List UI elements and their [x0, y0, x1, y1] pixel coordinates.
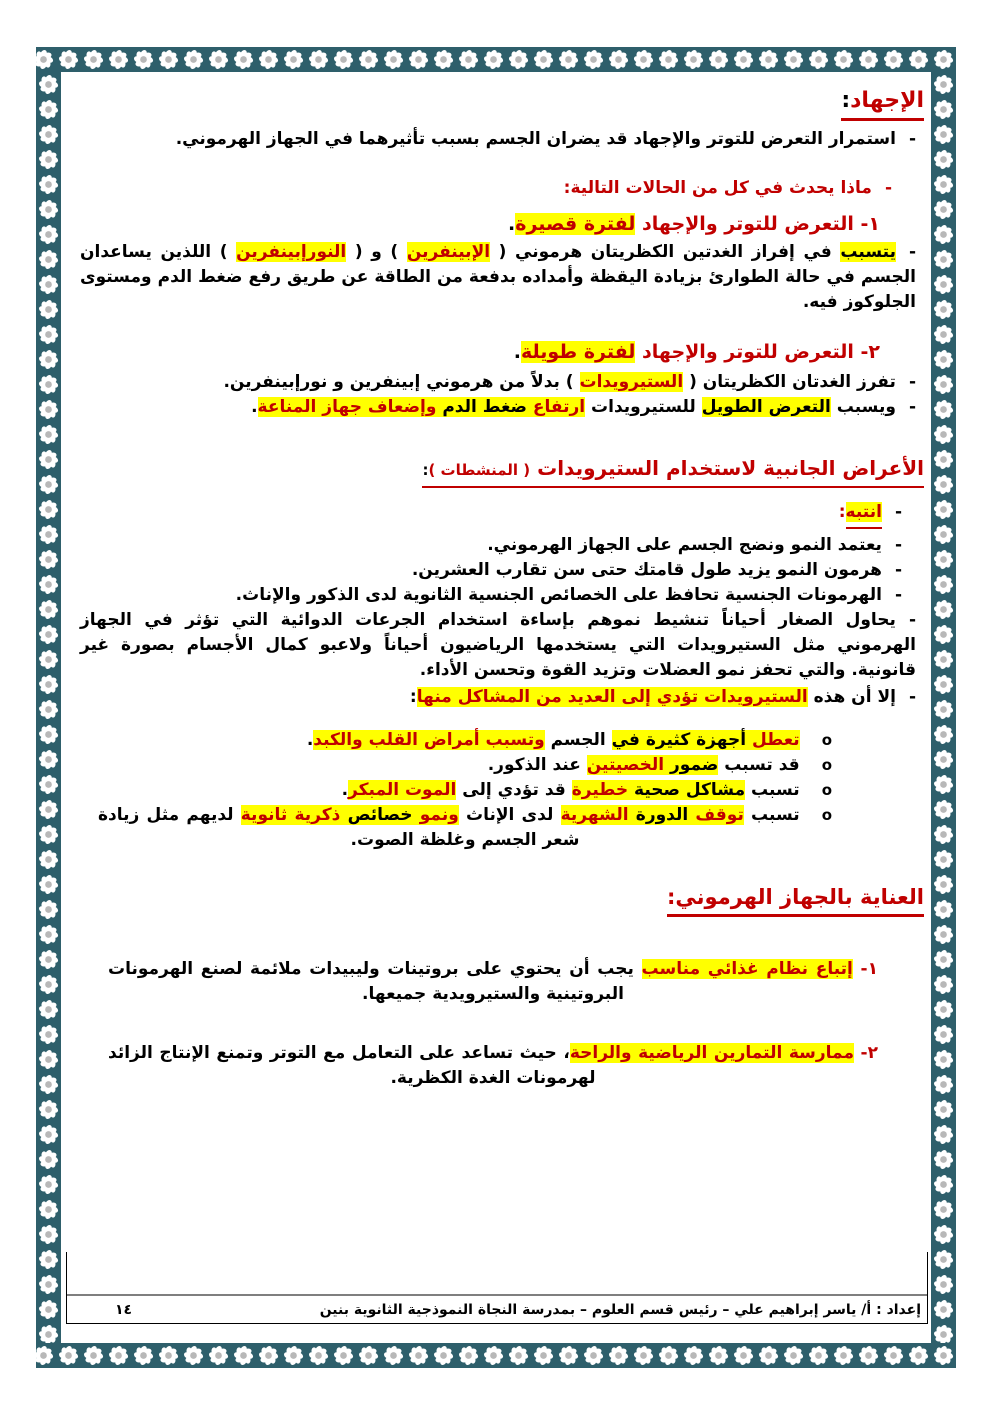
- flower-icon: [907, 1344, 930, 1367]
- flower-icon: [932, 298, 955, 321]
- flower-icon: [332, 48, 355, 71]
- flower-icon: [132, 48, 155, 71]
- text-run: .: [251, 397, 258, 417]
- flower-icon: [257, 48, 280, 71]
- bullet-item-steroid-problems: [80, 685, 916, 710]
- flower-icon: [932, 973, 955, 996]
- highlighted-run: الدورة: [628, 805, 689, 825]
- flower-icon: [37, 1123, 60, 1146]
- bullet-item-steroids-release: [80, 370, 916, 395]
- flower-icon: [37, 248, 60, 271]
- flower-icon: [37, 848, 60, 871]
- flower-icon: [932, 948, 955, 971]
- circle-item-female-effects: [80, 803, 832, 853]
- flower-icon: [632, 1344, 655, 1367]
- text-run: في إفراز الغدتين الكظريتان هرموني (: [490, 242, 841, 262]
- circle-item-health-problems: [80, 778, 832, 803]
- flower-icon: [257, 1344, 280, 1367]
- flower-icon: [757, 48, 780, 71]
- footer-credit: إعداد : أ/ ياسر إبراهيم علي – رئيس قسم العلوم – بمدرسة النجاة النموذجية الثانوية بنين: [319, 1301, 921, 1318]
- flower-icon: [37, 348, 60, 371]
- flower-icon: [932, 123, 955, 146]
- flower-icon: [557, 1344, 580, 1367]
- bullet-item-long-exposure: [80, 395, 916, 420]
- highlighted-run: الشهرية: [560, 805, 629, 825]
- highlighted-run: ونمو: [412, 805, 459, 825]
- text-run: ١- التعرض للتوتر والإجهاد: [635, 213, 880, 235]
- flower-icon: [357, 1344, 380, 1367]
- flower-icon: [37, 698, 60, 721]
- text-run: ٢- التعرض للتوتر والإجهاد: [635, 341, 880, 363]
- text-run: للستيرويدات: [585, 397, 702, 417]
- flower-icon: [707, 48, 730, 71]
- heading-text: الأعراض الجانبية لاستخدام الستيرويدات: [530, 456, 924, 480]
- flower-icon: [207, 48, 230, 71]
- text-run: تفرز الغدتان الكظريتان (: [683, 372, 896, 392]
- flower-icon: [932, 1148, 955, 1171]
- flower-icon: [532, 48, 555, 71]
- highlighted-run: خطيرة: [571, 780, 629, 800]
- bullet-item-growth: [80, 533, 902, 558]
- highlighted-run: الستيرويدات: [579, 372, 684, 392]
- highlighted-run: يتسبب: [840, 242, 896, 262]
- flower-icon: [37, 523, 60, 546]
- highlighted-run: خصائص: [340, 805, 413, 825]
- flower-icon: [682, 48, 705, 71]
- text-run: ويسبب: [830, 397, 896, 417]
- numbered-item-diet: [80, 957, 878, 1007]
- flower-icon: [37, 798, 60, 821]
- flower-icon: [37, 73, 60, 96]
- text-run: ماذا يحدث في كل من الحالات التالية:: [563, 178, 872, 198]
- flower-icon: [857, 1344, 880, 1367]
- flower-icon: [37, 1098, 60, 1121]
- flower-icon: [37, 948, 60, 971]
- flower-icon: [37, 298, 60, 321]
- text-run: يعتمد النمو ونضج الجسم على الجهاز الهرموني.: [487, 535, 882, 555]
- flower-icon: [582, 48, 605, 71]
- heading-colon: :: [422, 461, 429, 479]
- highlighted-run: التعرض الطويل: [701, 397, 831, 417]
- flower-icon: [37, 423, 60, 446]
- text-run: ) اللذين يساعدان الجسم في حالة الطوارئ بزيادة اليقظة وأمداده بدفعة من الطاقة عن طريق رفع ضغط الدم ومستوى الجلوكوز فيه.: [80, 242, 916, 312]
- bullet-item-what-happens: [80, 176, 892, 201]
- flower-icon: [82, 48, 105, 71]
- flower-icon: [37, 873, 60, 896]
- flower-icon: [932, 98, 955, 121]
- flower-icon: [37, 898, 60, 921]
- flower-icon: [932, 798, 955, 821]
- flower-icon: [782, 1344, 805, 1367]
- text-run: الهرمونات الجنسية تحافظ على الخصائص الجنسية الثانوية لدى الذكور والإناث.: [235, 585, 882, 605]
- flower-icon: [482, 48, 505, 71]
- flower-icon: [932, 48, 955, 71]
- flower-icon: [932, 373, 955, 396]
- highlighted-run: مشاكل صحية: [628, 780, 746, 800]
- bullet-dash: -: [894, 585, 902, 605]
- flower-icon: [932, 73, 955, 96]
- highlighted-run: لفترة طويلة: [520, 341, 636, 363]
- heading-text: العناية بالجهاز الهرموني:: [667, 885, 924, 909]
- flower-icon: [657, 1344, 680, 1367]
- flower-icon: [932, 398, 955, 421]
- bullet-dash: -: [908, 129, 916, 149]
- bullet-dash: -: [894, 560, 902, 580]
- text-run: يحاول الصغار أحياناً تنشيط نموهم بإساءة استخدام الجرعات الدوائية التي تؤثر في الجهاز الهرموني مثل الستيرويدات التي يستخدمها الرياضيون أحياناً ولاعبو كمال الأجسام بصورة غير قانونية. والتي تحفز نمو العضلات وتزيد القوة وتحسن الأداء.: [80, 610, 916, 680]
- text-run: .: [513, 341, 521, 363]
- flower-icon: [37, 273, 60, 296]
- flower-icon: [37, 223, 60, 246]
- highlighted-run: الستيرويدات تؤدي إلى العديد من المشاكل منها: [416, 687, 808, 707]
- flower-icon: [857, 48, 880, 71]
- flower-icon: [932, 923, 955, 946]
- flower-icon: [932, 1098, 955, 1121]
- bullet-item-growth-hormone: [80, 558, 902, 583]
- flower-icon: [932, 598, 955, 621]
- flower-icon: [307, 1344, 330, 1367]
- highlighted-run: وإضعاف جهاز المناعة: [257, 397, 443, 417]
- highlighted-run: ضغط الدم: [442, 397, 533, 417]
- flower-icon: [932, 623, 955, 646]
- flower-icon: [532, 1344, 555, 1367]
- text-run: تسبب: [745, 780, 800, 800]
- flower-icon: [807, 1344, 830, 1367]
- decorative-border-left: [36, 72, 61, 1343]
- flower-icon: [37, 548, 60, 571]
- bullet-dash: -: [908, 397, 916, 417]
- flower-icon: [37, 598, 60, 621]
- flower-icon: [407, 48, 430, 71]
- flower-icon: [57, 1344, 80, 1367]
- circle-bullet: o: [821, 781, 832, 799]
- circle-item-atrophy: [80, 753, 832, 778]
- footer-spacer: [67, 1252, 927, 1294]
- flower-icon: [37, 923, 60, 946]
- flower-icon: [632, 48, 655, 71]
- flower-icon: [332, 1344, 355, 1367]
- highlighted-run: وتسبب أمراض القلب والكبد: [313, 730, 545, 750]
- flower-icon: [932, 448, 955, 471]
- flower-icon: [932, 1298, 955, 1321]
- flower-icon: [232, 1344, 255, 1367]
- flower-icon: [932, 498, 955, 521]
- flower-icon: [37, 98, 60, 121]
- heading-text: الإجهاد: [850, 88, 924, 113]
- flower-icon: [37, 623, 60, 646]
- flower-icon: [37, 173, 60, 196]
- flower-icon: [37, 823, 60, 846]
- flower-icon: [932, 848, 955, 871]
- flower-icon: [782, 48, 805, 71]
- circle-bullet: o: [821, 806, 832, 824]
- flower-icon: [732, 1344, 755, 1367]
- document-body: [80, 86, 924, 1091]
- flower-icon: [37, 773, 60, 796]
- flower-icon: [932, 148, 955, 171]
- subheading-long-term: [80, 339, 880, 366]
- flower-icon: [457, 48, 480, 71]
- bullet-item-youth-abuse: [80, 608, 916, 683]
- footer-box: [66, 1252, 928, 1324]
- flower-icon: [932, 648, 955, 671]
- text-run: ) بدلاً من هرموني إبينفرين و نورإبينفرين.: [223, 372, 580, 392]
- highlighted-run: الإبينفرين: [406, 242, 491, 262]
- flower-icon: [607, 48, 630, 71]
- flower-icon: [832, 48, 855, 71]
- flower-icon: [932, 773, 955, 796]
- highlighted-run: أجهزة كثيرة في: [611, 730, 752, 750]
- text-run: :: [838, 502, 846, 522]
- flower-icon: [37, 1198, 60, 1221]
- page-number: ١٤: [115, 1301, 133, 1318]
- flower-icon: [757, 1344, 780, 1367]
- flower-icon: [37, 1298, 60, 1321]
- flower-icon: [582, 1344, 605, 1367]
- bullet-item-attention: [80, 500, 902, 529]
- flower-icon: [382, 48, 405, 71]
- flower-icon: [37, 148, 60, 171]
- heading-underline: [667, 883, 924, 917]
- highlighted-run: ذكرية ثانوية: [240, 805, 341, 825]
- text-run: يجب أن يحتوي على بروتينات وليبيدات ملائمة لصنع الهرمونات البروتينية والستيرويدية جميعها.: [108, 959, 642, 1004]
- flower-icon: [37, 473, 60, 496]
- flower-icon: [932, 173, 955, 196]
- item-number: ١-: [852, 959, 878, 979]
- flower-icon: [932, 1223, 955, 1246]
- flower-icon: [932, 248, 955, 271]
- flower-icon: [832, 1344, 855, 1367]
- text-run: .: [341, 780, 349, 800]
- bullet-dash: -: [884, 178, 892, 198]
- bullet-dash: -: [908, 242, 917, 262]
- flower-icon: [37, 323, 60, 346]
- flower-icon: [932, 473, 955, 496]
- text-run: إلا أن هذه: [807, 687, 896, 707]
- text-run: استمرار التعرض للتوتر والإجهاد قد يضران الجسم بسبب تأثيرهما في الجهاز الهرموني.: [175, 129, 896, 149]
- heading-colon: :: [841, 88, 851, 113]
- flower-icon: [507, 48, 530, 71]
- flower-icon: [932, 823, 955, 846]
- flower-icon: [932, 1198, 955, 1221]
- text-run: قد تؤدي إلى: [456, 780, 572, 800]
- flower-icon: [932, 873, 955, 896]
- flower-icon: [37, 723, 60, 746]
- text-run: ) و (: [346, 242, 407, 262]
- bullet-item-sex-hormones: [80, 583, 902, 608]
- text-run: لديهم مثل زيادة شعر الجسم وغلظة الصوت.: [98, 805, 580, 850]
- heading-stress: [80, 86, 924, 121]
- text-run: .: [306, 730, 314, 750]
- flower-icon: [932, 1323, 955, 1343]
- flower-icon: [37, 498, 60, 521]
- bullet-dash: -: [908, 687, 916, 707]
- text-run: لدى الإناث: [458, 805, 561, 825]
- flower-icon: [132, 1344, 155, 1367]
- text-run: عند الذكور.: [487, 755, 587, 775]
- flower-icon: [207, 1344, 230, 1367]
- highlighted-run: الخصيتين: [586, 755, 665, 775]
- numbered-item-exercise: [80, 1041, 878, 1091]
- flower-icon: [37, 1248, 60, 1271]
- bullet-dash: -: [894, 535, 902, 555]
- text-run: الجسم: [544, 730, 612, 750]
- flower-icon: [82, 1344, 105, 1367]
- heading-parenthetical: ( المنشطات ): [428, 461, 531, 479]
- flower-icon: [57, 48, 80, 71]
- flower-icon: [37, 1023, 60, 1046]
- item-number: ٢-: [853, 1043, 878, 1063]
- flower-icon: [932, 1248, 955, 1271]
- flower-icon: [36, 48, 55, 71]
- flower-icon: [882, 1344, 905, 1367]
- bullet-dash: -: [908, 372, 916, 392]
- heading-underline: [422, 454, 924, 488]
- flower-icon: [932, 523, 955, 546]
- flower-icon: [107, 48, 130, 71]
- subheading-short-term: [80, 211, 880, 238]
- flower-icon: [37, 123, 60, 146]
- flower-icon: [36, 1344, 55, 1367]
- decorative-border-bottom: [36, 1343, 956, 1368]
- text-run: ، حيث تساعد على التعامل مع التوتر وتمنع الإنتاج الزائد لهرمونات الغدة الكظرية.: [108, 1043, 596, 1088]
- highlighted-run: انتبه: [845, 502, 882, 522]
- flower-icon: [432, 48, 455, 71]
- highlighted-run: توقف: [688, 805, 744, 825]
- flower-icon: [932, 1073, 955, 1096]
- flower-icon: [282, 1344, 305, 1367]
- footer-row: [67, 1294, 927, 1323]
- highlighted-run: ارتفاع: [532, 397, 586, 417]
- flower-icon: [932, 1123, 955, 1146]
- highlighted-run: ضمور: [664, 755, 719, 775]
- bullet-item-stress-intro: [80, 127, 916, 152]
- flower-icon: [357, 48, 380, 71]
- flower-icon: [607, 1344, 630, 1367]
- flower-icon: [157, 1344, 180, 1367]
- flower-icon: [182, 1344, 205, 1367]
- flower-icon: [932, 348, 955, 371]
- attention-underline: [846, 500, 882, 529]
- bullet-dash: -: [908, 610, 916, 630]
- flower-icon: [732, 48, 755, 71]
- decorative-border-top: [36, 47, 956, 72]
- flower-icon: [507, 1344, 530, 1367]
- flower-icon: [37, 1223, 60, 1246]
- flower-icon: [37, 1173, 60, 1196]
- highlighted-run: لفترة قصيرة: [515, 213, 636, 235]
- text-run: تسبب: [743, 805, 800, 825]
- flower-icon: [932, 998, 955, 1021]
- flower-icon: [107, 1344, 130, 1367]
- flower-icon: [37, 998, 60, 1021]
- highlighted-run: ممارسة التمارين الرياضية والراحة: [569, 1043, 854, 1063]
- flower-icon: [932, 1048, 955, 1071]
- flower-icon: [157, 48, 180, 71]
- flower-icon: [932, 423, 955, 446]
- circle-item-organ-damage: [80, 728, 832, 753]
- flower-icon: [37, 1048, 60, 1071]
- text-run: :: [409, 687, 417, 707]
- flower-icon: [307, 48, 330, 71]
- flower-icon: [682, 1344, 705, 1367]
- highlighted-run: إتباع نظام غذائي مناسب: [641, 959, 853, 979]
- flower-icon: [932, 898, 955, 921]
- heading-underline: [841, 86, 924, 121]
- flower-icon: [457, 1344, 480, 1367]
- highlighted-run: تعطل: [751, 730, 800, 750]
- flower-icon: [707, 1344, 730, 1367]
- flower-icon: [932, 1344, 955, 1367]
- flower-icon: [37, 1148, 60, 1171]
- flower-icon: [37, 648, 60, 671]
- flower-icon: [432, 1344, 455, 1367]
- flower-icon: [657, 48, 680, 71]
- flower-icon: [37, 1273, 60, 1296]
- flower-icon: [907, 48, 930, 71]
- flower-icon: [37, 398, 60, 421]
- flower-icon: [557, 48, 580, 71]
- flower-icon: [807, 48, 830, 71]
- circle-bullet: o: [821, 756, 832, 774]
- highlighted-run: الموت المبكر: [348, 780, 457, 800]
- flower-icon: [932, 273, 955, 296]
- flower-icon: [932, 323, 955, 346]
- flower-icon: [932, 573, 955, 596]
- flower-icon: [37, 1323, 60, 1343]
- text-run: هرمون النمو يزيد طول قامتك حتى سن تقارب العشرين.: [411, 560, 882, 580]
- heading-hormone-care: [80, 883, 924, 917]
- flower-icon: [932, 1173, 955, 1196]
- flower-icon: [282, 48, 305, 71]
- flower-icon: [37, 448, 60, 471]
- flower-icon: [37, 198, 60, 221]
- circle-bullet: o: [821, 731, 832, 749]
- text-run: .: [508, 213, 516, 235]
- flower-icon: [932, 223, 955, 246]
- flower-icon: [932, 673, 955, 696]
- flower-icon: [382, 1344, 405, 1367]
- flower-icon: [37, 573, 60, 596]
- flower-icon: [882, 48, 905, 71]
- decorative-border-right: [931, 72, 956, 1343]
- flower-icon: [932, 198, 955, 221]
- text-run: قد تسبب: [718, 755, 800, 775]
- flower-icon: [232, 48, 255, 71]
- flower-icon: [37, 673, 60, 696]
- flower-icon: [932, 1023, 955, 1046]
- heading-side-effects: [80, 454, 924, 488]
- flower-icon: [37, 373, 60, 396]
- flower-icon: [932, 548, 955, 571]
- highlighted-run: النورإبينفرين: [236, 242, 347, 262]
- flower-icon: [37, 1073, 60, 1096]
- flower-icon: [37, 973, 60, 996]
- flower-icon: [932, 723, 955, 746]
- flower-icon: [932, 698, 955, 721]
- flower-icon: [932, 748, 955, 771]
- flower-icon: [482, 1344, 505, 1367]
- flower-icon: [182, 48, 205, 71]
- bullet-dash: -: [894, 502, 902, 522]
- flower-icon: [932, 1273, 955, 1296]
- bullet-item-short-term-effect: [80, 240, 916, 315]
- flower-icon: [37, 748, 60, 771]
- flower-icon: [407, 1344, 430, 1367]
